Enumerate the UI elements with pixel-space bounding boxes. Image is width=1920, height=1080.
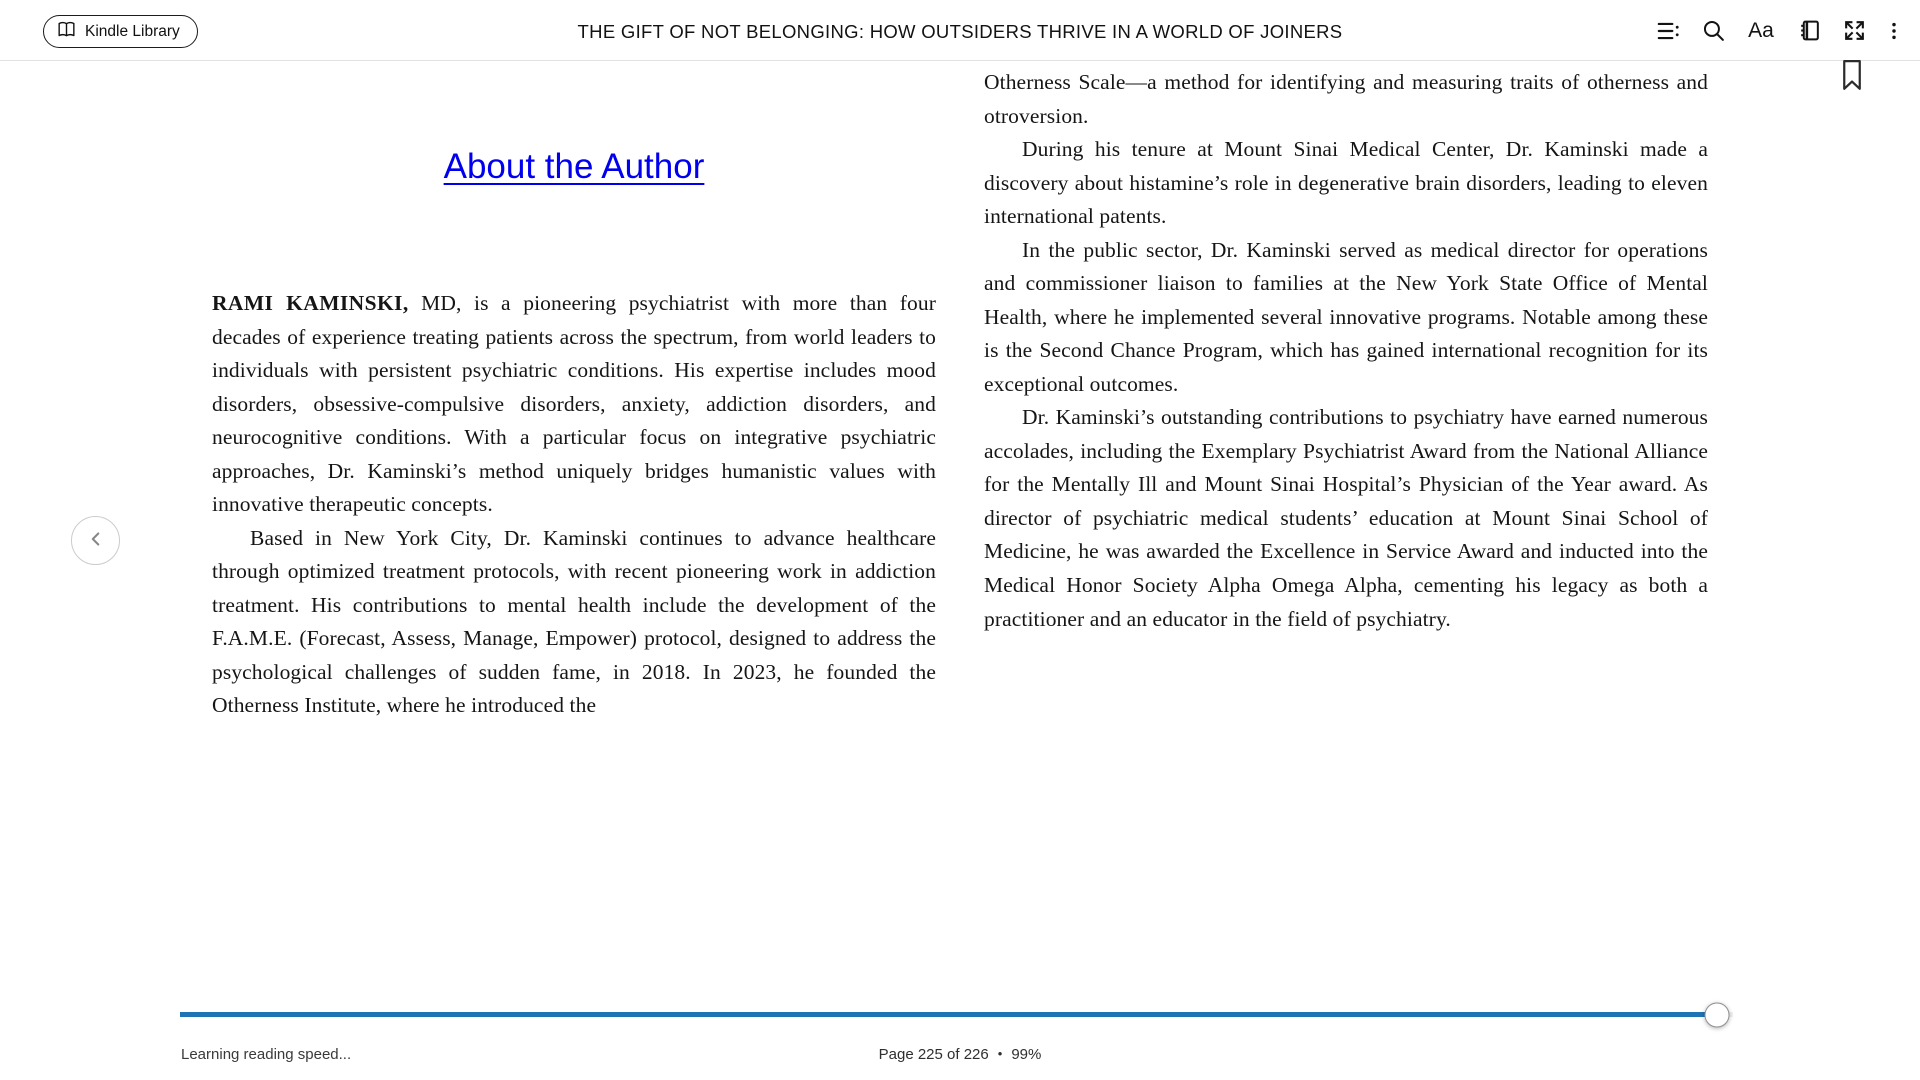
- percent-read-label: 99%: [1011, 1046, 1042, 1063]
- search-icon: [1701, 18, 1726, 43]
- top-bar: [0, 0, 1920, 61]
- body-paragraph: During his tenure at Mount Sinai Medical Center, Dr. Kaminski made a discovery about histamine’s role in degenerative brain disorders, leading to eleven international patents.: [984, 137, 1708, 229]
- author-name-lead: RAMI KAMINSKI,: [212, 291, 409, 315]
- progress-knob[interactable]: [1705, 1002, 1730, 1027]
- page-position-status: [0, 1046, 1920, 1063]
- table-of-contents-button[interactable]: [1653, 14, 1683, 48]
- bookmark-button[interactable]: [1841, 60, 1863, 92]
- font-settings-button[interactable]: [1743, 14, 1779, 48]
- font-settings-icon: Aa: [1748, 18, 1774, 42]
- body-paragraph: Otherness Scale—a method for identifying and measuring traits of otherness and otroversion.: [984, 70, 1708, 128]
- book-title: THE GIFT OF NOT BELONGING: HOW OUTSIDERS THRIVE IN A WORLD OF JOINERS: [577, 21, 1343, 42]
- kebab-menu-icon: [1883, 19, 1905, 43]
- page-number-label: Page 225 of 226: [878, 1046, 989, 1063]
- table-of-contents-icon: [1655, 18, 1681, 44]
- kindle-library-button[interactable]: [43, 15, 198, 48]
- open-book-icon: [57, 21, 76, 43]
- about-the-author-heading[interactable]: About the Author: [443, 147, 705, 186]
- paragraph-text: MD, is a pioneering psychiatrist with more than four decades of experience treating patients across the spectrum, from world leaders to individuals with persistent psychiatric conditions. His expertise includes mood disorders, obsessive-compulsive disorders, anxiety, addiction disorders, and neurocognitive conditions. With a particular focus on integrative psychiatric approaches, Dr. Kaminski’s method uniquely bridges humanistic values with innovative therapeutic concepts.: [212, 291, 936, 517]
- notebook-button[interactable]: [1794, 14, 1824, 48]
- body-paragraph: Dr. Kaminski’s outstanding contributions to psychiatry have earned numerous accolades, including the Exemplary Psychiatrist Award from the National Alliance for the Mentally Ill and Mount Sinai Hospital’s Physician of the Year award. As director of psychiatric medical students’ education at Mount Sinai School of Medicine, he was awarded the Excellence in Service Award and inducted into the Medical Honor Society Alpha Omega Alpha, cementing his legacy as both a practitioner and an educator in the field of psychiatry.: [984, 405, 1708, 631]
- progress-fill: [180, 1012, 1717, 1017]
- bullet-separator: •: [997, 1046, 1003, 1061]
- reading-speed-status: Learning reading speed...: [181, 1046, 352, 1063]
- library-button-label: Kindle Library: [85, 22, 180, 40]
- reader-right-column: [984, 61, 1708, 636]
- overflow-menu-button[interactable]: [1884, 14, 1904, 48]
- fullscreen-button[interactable]: [1839, 14, 1869, 48]
- search-button[interactable]: [1698, 14, 1728, 48]
- reader-left-column: [212, 61, 936, 723]
- header-icon-group: [1653, 0, 1904, 61]
- prev-page-button[interactable]: [71, 516, 120, 565]
- body-paragraph: In the public sector, Dr. Kaminski served as medical director for operations and commissioner liaison to families at the New York State Office of Mental Health, where he implemented several innovative programs. Notable among these is the Second Chance Program, which has gained international recognition for its exceptional outcomes.: [984, 237, 1708, 396]
- body-paragraph: [212, 287, 936, 522]
- fullscreen-icon: [1842, 18, 1867, 43]
- body-paragraph: Based in New York City, Dr. Kaminski continues to advance healthcare through optimized treatment protocols, with recent pioneering work in addiction treatment. His contributions to mental health include the development of the F.A.M.E. (Forecast, Assess, Manage, Empower) protocol, designed to address the psychological challenges of sudden fame, in 2018. In 2023, he founded the Otherness Institute, where he introduced the: [212, 525, 936, 718]
- reading-progress-bar[interactable]: [180, 1012, 1733, 1017]
- chevron-left-icon: [85, 528, 107, 553]
- bookmark-icon: [1842, 79, 1862, 94]
- notebook-icon: [1797, 18, 1822, 43]
